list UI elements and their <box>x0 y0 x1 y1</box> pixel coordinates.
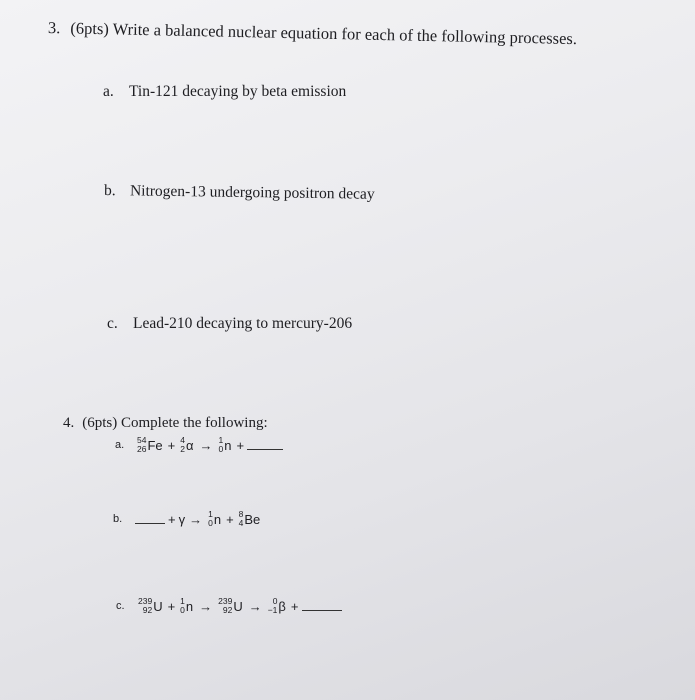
alpha-particle <box>180 436 193 454</box>
u-atomic-number: 92 <box>142 605 153 615</box>
neutron <box>180 597 193 615</box>
question-4-title <box>63 415 268 432</box>
question-4-text: (6pts) Complete the following: <box>82 415 268 431</box>
neutron-symbol: n <box>185 598 194 614</box>
be-8-nuclide <box>239 510 261 528</box>
q3-item-b-label: b. <box>103 182 116 200</box>
reaction-arrow: → <box>189 511 203 527</box>
q3-item-a-label: a. <box>103 83 114 100</box>
neutron-atomic-number: 0 <box>218 444 224 454</box>
answer-blank <box>135 514 165 524</box>
plus-sign: + <box>167 437 176 453</box>
plus-sign: + <box>168 511 176 527</box>
fe-mass-number: 54 <box>137 435 147 445</box>
neutron <box>208 510 221 528</box>
q3-item-c <box>107 315 352 333</box>
beta-atomic-number: −1 <box>267 605 278 615</box>
u2-symbol: U <box>233 598 243 614</box>
q4-equation-c <box>116 597 342 615</box>
neutron-symbol: n <box>224 437 232 453</box>
q3-item-c-label: c. <box>107 315 118 332</box>
answer-blank <box>302 601 342 611</box>
fe-atomic-number: 26 <box>137 444 147 454</box>
q4-c-label: c. <box>116 600 125 612</box>
fe-54-nuclide <box>137 436 163 454</box>
fe-symbol: Fe <box>147 437 163 453</box>
plus-sign: + <box>236 437 245 453</box>
reaction-arrow: → <box>199 437 213 453</box>
neutron-symbol: n <box>213 511 222 527</box>
q3-item-c-text: Lead-210 decaying to mercury-206 <box>133 315 353 332</box>
question-4-number: 4. <box>63 415 75 431</box>
u2-mass-number: 239 <box>218 596 233 606</box>
plus-sign: + <box>290 598 299 614</box>
be-symbol: Be <box>244 511 261 527</box>
reaction-arrow: → <box>248 598 262 614</box>
u-239-product-nuclide <box>218 597 243 615</box>
q3-item-a <box>103 83 346 101</box>
alpha-symbol: α <box>185 437 194 453</box>
answer-blank <box>247 440 283 450</box>
q4-b-label: b. <box>113 513 123 525</box>
q3-item-b-text: Nitrogen-13 undergoing positron decay <box>129 182 375 203</box>
plus-sign: + <box>226 511 234 527</box>
u2-atomic-number: 92 <box>222 605 233 615</box>
neutron <box>218 436 231 454</box>
neutron-mass-number: 1 <box>180 596 185 606</box>
beta-particle <box>268 597 286 615</box>
reaction-arrow: → <box>199 598 213 614</box>
u-symbol: U <box>153 598 163 614</box>
be-mass-number: 8 <box>238 509 244 519</box>
q4-equation-a <box>115 436 283 454</box>
question-3-number: 3. <box>47 18 61 38</box>
neutron-atomic-number: 0 <box>180 605 185 615</box>
plus-sign: + <box>167 598 176 614</box>
q3-item-a-text: Tin-121 decaying by beta emission <box>129 83 347 100</box>
q3-item-b <box>104 182 375 204</box>
neutron-mass-number: 1 <box>208 509 213 519</box>
alpha-mass-number: 4 <box>180 435 185 445</box>
question-3-text: (6pts) Write a balanced nuclear equation for each of the following processes. <box>70 18 578 49</box>
neutron-mass-number: 1 <box>218 435 224 445</box>
neutron-atomic-number: 0 <box>208 518 213 528</box>
question-3-title <box>48 18 577 49</box>
u-239-nuclide <box>138 597 163 615</box>
alpha-atomic-number: 2 <box>180 444 185 454</box>
q4-equation-b <box>113 510 262 528</box>
beta-mass-number: 0 <box>272 596 278 606</box>
u-mass-number: 239 <box>138 596 153 606</box>
beta-symbol: β <box>278 598 286 614</box>
gamma-symbol: γ <box>178 511 186 527</box>
be-atomic-number: 4 <box>238 518 244 528</box>
q4-a-label: a. <box>115 439 125 451</box>
